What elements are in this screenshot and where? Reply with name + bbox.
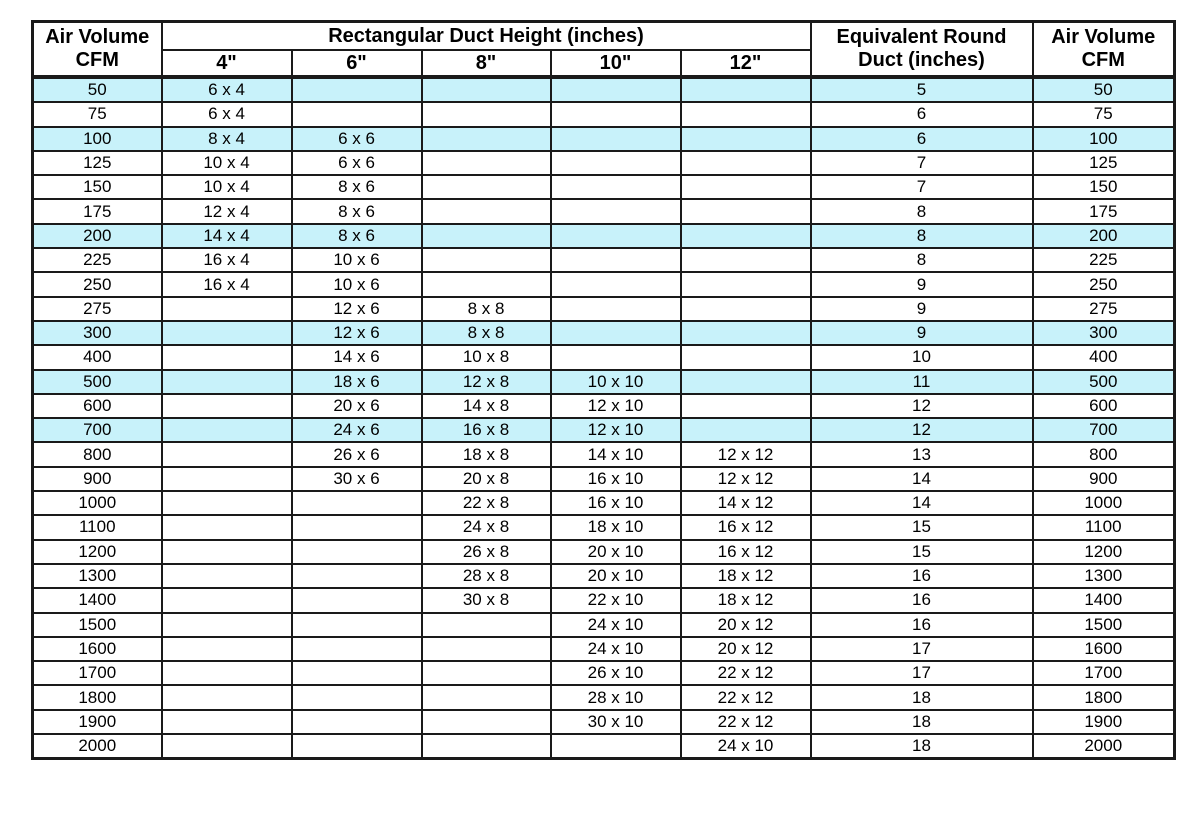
cell-height-12	[681, 102, 811, 126]
cell-air-volume-right: 1700	[1033, 661, 1175, 685]
cell-air-volume: 900	[33, 467, 162, 491]
cell-height-8: 22 x 8	[422, 491, 551, 515]
cell-air-volume: 75	[33, 102, 162, 126]
cell-equivalent-round: 8	[811, 248, 1033, 272]
header-equivalent-round	[811, 22, 1033, 78]
cell-height-10	[551, 321, 681, 345]
cell-height-6: 14 x 6	[292, 345, 422, 369]
cell-height-6	[292, 734, 422, 759]
cell-height-10: 26 x 10	[551, 661, 681, 685]
cell-height-12	[681, 224, 811, 248]
cell-height-4	[162, 661, 292, 685]
cell-equivalent-round: 7	[811, 151, 1033, 175]
cell-height-12	[681, 175, 811, 199]
table-row	[33, 297, 1175, 321]
table-row	[33, 491, 1175, 515]
cell-height-8	[422, 224, 551, 248]
cell-air-volume-right: 75	[1033, 102, 1175, 126]
header-air-volume	[33, 22, 162, 78]
cell-height-12	[681, 345, 811, 369]
cell-height-8	[422, 272, 551, 296]
cell-height-6	[292, 613, 422, 637]
header-air-volume-right	[1033, 22, 1175, 78]
header-height-12: 12"	[681, 50, 811, 77]
cell-height-12	[681, 370, 811, 394]
cell-height-10	[551, 345, 681, 369]
cell-height-6: 26 x 6	[292, 442, 422, 466]
cell-height-10: 24 x 10	[551, 637, 681, 661]
cell-height-8	[422, 199, 551, 223]
cell-air-volume: 1200	[33, 540, 162, 564]
cell-air-volume-right: 1000	[1033, 491, 1175, 515]
cell-height-10: 12 x 10	[551, 418, 681, 442]
cell-equivalent-round: 8	[811, 199, 1033, 223]
cell-height-4	[162, 588, 292, 612]
table-row	[33, 588, 1175, 612]
cell-height-8	[422, 661, 551, 685]
cell-air-volume-right: 100	[1033, 127, 1175, 151]
cell-height-12: 20 x 12	[681, 637, 811, 661]
cell-height-4: 12 x 4	[162, 199, 292, 223]
cell-height-4	[162, 394, 292, 418]
cell-height-10	[551, 272, 681, 296]
cell-air-volume: 400	[33, 345, 162, 369]
cell-equivalent-round: 9	[811, 321, 1033, 345]
cell-height-12	[681, 151, 811, 175]
cell-air-volume: 150	[33, 175, 162, 199]
cell-height-6	[292, 588, 422, 612]
cell-height-8: 24 x 8	[422, 515, 551, 539]
cell-air-volume-right: 2000	[1033, 734, 1175, 759]
cell-height-4	[162, 321, 292, 345]
cell-height-4	[162, 418, 292, 442]
cell-height-12	[681, 272, 811, 296]
cell-air-volume: 1600	[33, 637, 162, 661]
cell-height-4: 8 x 4	[162, 127, 292, 151]
cell-height-12	[681, 321, 811, 345]
table-row	[33, 637, 1175, 661]
cell-height-10	[551, 77, 681, 102]
cell-height-6: 18 x 6	[292, 370, 422, 394]
cell-height-10	[551, 199, 681, 223]
table-row	[33, 127, 1175, 151]
cell-height-8: 8 x 8	[422, 297, 551, 321]
cell-height-4	[162, 710, 292, 734]
cell-equivalent-round: 5	[811, 77, 1033, 102]
cell-equivalent-round: 14	[811, 467, 1033, 491]
cell-air-volume: 225	[33, 248, 162, 272]
cell-air-volume-right: 600	[1033, 394, 1175, 418]
table-row	[33, 199, 1175, 223]
cell-air-volume: 1400	[33, 588, 162, 612]
cell-air-volume-right: 225	[1033, 248, 1175, 272]
cell-air-volume-right: 1200	[1033, 540, 1175, 564]
cell-height-6	[292, 564, 422, 588]
cell-height-10: 10 x 10	[551, 370, 681, 394]
table-row	[33, 442, 1175, 466]
cell-height-4	[162, 540, 292, 564]
cell-height-10	[551, 224, 681, 248]
cell-height-6: 10 x 6	[292, 272, 422, 296]
header-equivalent-round-text: Equivalent Round Duct (inches)	[836, 26, 1007, 71]
cell-height-8: 10 x 8	[422, 345, 551, 369]
cell-height-8: 26 x 8	[422, 540, 551, 564]
cell-height-4: 14 x 4	[162, 224, 292, 248]
cell-air-volume: 175	[33, 199, 162, 223]
cell-equivalent-round: 6	[811, 127, 1033, 151]
cell-height-4	[162, 442, 292, 466]
cell-air-volume: 1100	[33, 515, 162, 539]
table-row	[33, 248, 1175, 272]
table-row	[33, 370, 1175, 394]
cell-height-4	[162, 685, 292, 709]
cell-height-8	[422, 248, 551, 272]
cell-equivalent-round: 14	[811, 491, 1033, 515]
table-row	[33, 394, 1175, 418]
cell-height-6: 8 x 6	[292, 224, 422, 248]
cell-height-10: 20 x 10	[551, 540, 681, 564]
cell-height-4	[162, 297, 292, 321]
table-row	[33, 418, 1175, 442]
cell-height-10: 16 x 10	[551, 491, 681, 515]
cell-height-4	[162, 637, 292, 661]
table-row	[33, 540, 1175, 564]
table-body	[33, 77, 1175, 759]
cell-air-volume: 300	[33, 321, 162, 345]
table-row	[33, 734, 1175, 759]
cell-height-4: 16 x 4	[162, 272, 292, 296]
table-row	[33, 685, 1175, 709]
cell-equivalent-round: 10	[811, 345, 1033, 369]
cell-height-4	[162, 370, 292, 394]
cell-air-volume: 1300	[33, 564, 162, 588]
header-height-4: 4"	[162, 50, 292, 77]
cell-height-12: 12 x 12	[681, 467, 811, 491]
cell-height-12: 18 x 12	[681, 564, 811, 588]
cell-height-10: 16 x 10	[551, 467, 681, 491]
cell-air-volume: 1500	[33, 613, 162, 637]
cell-air-volume-right: 275	[1033, 297, 1175, 321]
cell-air-volume: 500	[33, 370, 162, 394]
cell-height-8	[422, 151, 551, 175]
cell-air-volume: 1000	[33, 491, 162, 515]
cell-height-6	[292, 661, 422, 685]
table-header	[33, 22, 1175, 78]
cell-height-6: 10 x 6	[292, 248, 422, 272]
cell-height-4	[162, 734, 292, 759]
cell-height-10	[551, 297, 681, 321]
cell-equivalent-round: 16	[811, 564, 1033, 588]
cell-height-12	[681, 418, 811, 442]
cell-equivalent-round: 9	[811, 297, 1033, 321]
cell-height-12: 24 x 10	[681, 734, 811, 759]
cell-equivalent-round: 17	[811, 661, 1033, 685]
cell-air-volume-right: 175	[1033, 199, 1175, 223]
cell-height-4: 16 x 4	[162, 248, 292, 272]
cell-air-volume-right: 500	[1033, 370, 1175, 394]
cell-equivalent-round: 11	[811, 370, 1033, 394]
cell-height-8: 14 x 8	[422, 394, 551, 418]
cell-height-6	[292, 685, 422, 709]
cell-height-8: 18 x 8	[422, 442, 551, 466]
cell-air-volume: 275	[33, 297, 162, 321]
cell-equivalent-round: 8	[811, 224, 1033, 248]
cell-air-volume-right: 150	[1033, 175, 1175, 199]
cell-height-12: 14 x 12	[681, 491, 811, 515]
cell-air-volume: 600	[33, 394, 162, 418]
cell-air-volume: 1800	[33, 685, 162, 709]
cell-height-10: 30 x 10	[551, 710, 681, 734]
cell-height-8	[422, 685, 551, 709]
table-row	[33, 345, 1175, 369]
cell-height-4: 10 x 4	[162, 151, 292, 175]
cell-height-4: 6 x 4	[162, 102, 292, 126]
table-row	[33, 515, 1175, 539]
header-rect-duct-height: Rectangular Duct Height (inches)	[162, 22, 811, 51]
cell-height-6: 12 x 6	[292, 321, 422, 345]
cell-height-4: 10 x 4	[162, 175, 292, 199]
cell-height-6: 8 x 6	[292, 175, 422, 199]
table-row	[33, 564, 1175, 588]
cell-height-10	[551, 734, 681, 759]
cell-air-volume: 200	[33, 224, 162, 248]
cell-height-12: 18 x 12	[681, 588, 811, 612]
cell-height-12: 20 x 12	[681, 613, 811, 637]
cell-height-6: 6 x 6	[292, 151, 422, 175]
cell-height-8: 20 x 8	[422, 467, 551, 491]
header-height-8: 8"	[422, 50, 551, 77]
cell-equivalent-round: 15	[811, 515, 1033, 539]
cell-air-volume: 100	[33, 127, 162, 151]
cell-height-8	[422, 710, 551, 734]
cell-air-volume: 1900	[33, 710, 162, 734]
table-row	[33, 710, 1175, 734]
cell-height-4	[162, 515, 292, 539]
cell-height-8	[422, 102, 551, 126]
cell-air-volume-right: 200	[1033, 224, 1175, 248]
cell-air-volume: 700	[33, 418, 162, 442]
cell-height-12	[681, 297, 811, 321]
cell-air-volume-right: 1500	[1033, 613, 1175, 637]
cell-air-volume-right: 700	[1033, 418, 1175, 442]
cell-air-volume-right: 1300	[1033, 564, 1175, 588]
cell-height-4	[162, 345, 292, 369]
cell-equivalent-round: 18	[811, 734, 1033, 759]
cell-height-12	[681, 394, 811, 418]
cell-height-4: 6 x 4	[162, 77, 292, 102]
cell-air-volume-right: 800	[1033, 442, 1175, 466]
cell-height-10: 20 x 10	[551, 564, 681, 588]
cell-height-12	[681, 127, 811, 151]
cell-height-6	[292, 637, 422, 661]
cell-height-8	[422, 613, 551, 637]
cell-height-12: 22 x 12	[681, 685, 811, 709]
cell-height-12	[681, 199, 811, 223]
cell-equivalent-round: 12	[811, 418, 1033, 442]
cell-equivalent-round: 16	[811, 613, 1033, 637]
cell-height-6: 30 x 6	[292, 467, 422, 491]
cell-height-8	[422, 637, 551, 661]
cell-height-10	[551, 175, 681, 199]
cell-height-8: 28 x 8	[422, 564, 551, 588]
cell-height-10: 12 x 10	[551, 394, 681, 418]
cell-height-8	[422, 175, 551, 199]
cell-height-10: 14 x 10	[551, 442, 681, 466]
cell-equivalent-round: 18	[811, 685, 1033, 709]
cell-air-volume-right: 1400	[1033, 588, 1175, 612]
cell-height-12: 16 x 12	[681, 540, 811, 564]
cell-air-volume-right: 125	[1033, 151, 1175, 175]
cell-height-12: 12 x 12	[681, 442, 811, 466]
cell-equivalent-round: 6	[811, 102, 1033, 126]
cell-height-12: 22 x 12	[681, 710, 811, 734]
cell-height-8	[422, 127, 551, 151]
table-row	[33, 102, 1175, 126]
cell-equivalent-round: 16	[811, 588, 1033, 612]
cell-height-12: 16 x 12	[681, 515, 811, 539]
cell-air-volume: 2000	[33, 734, 162, 759]
header-air-volume-right-text: Air Volume CFM	[1051, 26, 1156, 71]
cell-air-volume-right: 400	[1033, 345, 1175, 369]
duct-sizing-table	[31, 20, 1176, 760]
cell-air-volume: 125	[33, 151, 162, 175]
cell-height-6	[292, 710, 422, 734]
cell-height-12: 22 x 12	[681, 661, 811, 685]
cell-equivalent-round: 18	[811, 710, 1033, 734]
cell-air-volume-right: 1600	[1033, 637, 1175, 661]
cell-height-6	[292, 102, 422, 126]
cell-height-4	[162, 491, 292, 515]
cell-height-8: 16 x 8	[422, 418, 551, 442]
cell-height-6	[292, 491, 422, 515]
cell-air-volume-right: 1900	[1033, 710, 1175, 734]
cell-equivalent-round: 17	[811, 637, 1033, 661]
cell-height-8	[422, 734, 551, 759]
table-row	[33, 151, 1175, 175]
cell-height-8: 30 x 8	[422, 588, 551, 612]
table-row	[33, 661, 1175, 685]
cell-air-volume-right: 1800	[1033, 685, 1175, 709]
cell-height-10: 18 x 10	[551, 515, 681, 539]
cell-height-10: 28 x 10	[551, 685, 681, 709]
table-row	[33, 175, 1175, 199]
cell-height-12	[681, 77, 811, 102]
cell-height-6: 8 x 6	[292, 199, 422, 223]
cell-air-volume: 50	[33, 77, 162, 102]
cell-height-10	[551, 248, 681, 272]
cell-equivalent-round: 12	[811, 394, 1033, 418]
table-row	[33, 272, 1175, 296]
cell-height-6: 6 x 6	[292, 127, 422, 151]
cell-height-4	[162, 467, 292, 491]
table-row	[33, 224, 1175, 248]
cell-height-6	[292, 77, 422, 102]
cell-air-volume-right: 250	[1033, 272, 1175, 296]
cell-height-8: 12 x 8	[422, 370, 551, 394]
table-row	[33, 77, 1175, 102]
cell-height-4	[162, 613, 292, 637]
cell-air-volume-right: 300	[1033, 321, 1175, 345]
cell-air-volume-right: 1100	[1033, 515, 1175, 539]
cell-height-6: 20 x 6	[292, 394, 422, 418]
cell-height-10	[551, 102, 681, 126]
cell-height-10: 22 x 10	[551, 588, 681, 612]
cell-height-10	[551, 127, 681, 151]
cell-equivalent-round: 9	[811, 272, 1033, 296]
cell-height-4	[162, 564, 292, 588]
cell-air-volume: 250	[33, 272, 162, 296]
table-row	[33, 613, 1175, 637]
cell-height-8	[422, 77, 551, 102]
cell-air-volume-right: 50	[1033, 77, 1175, 102]
cell-equivalent-round: 15	[811, 540, 1033, 564]
cell-height-10: 24 x 10	[551, 613, 681, 637]
header-air-volume-text: Air Volume CFM	[45, 26, 150, 71]
table-row	[33, 321, 1175, 345]
header-height-10: 10"	[551, 50, 681, 77]
cell-height-12	[681, 248, 811, 272]
cell-height-10	[551, 151, 681, 175]
cell-height-6: 12 x 6	[292, 297, 422, 321]
cell-air-volume-right: 900	[1033, 467, 1175, 491]
table-row	[33, 467, 1175, 491]
cell-height-6	[292, 540, 422, 564]
cell-air-volume: 800	[33, 442, 162, 466]
cell-equivalent-round: 7	[811, 175, 1033, 199]
cell-height-8: 8 x 8	[422, 321, 551, 345]
cell-height-6	[292, 515, 422, 539]
cell-equivalent-round: 13	[811, 442, 1033, 466]
cell-air-volume: 1700	[33, 661, 162, 685]
cell-height-6: 24 x 6	[292, 418, 422, 442]
header-height-6: 6"	[292, 50, 422, 77]
